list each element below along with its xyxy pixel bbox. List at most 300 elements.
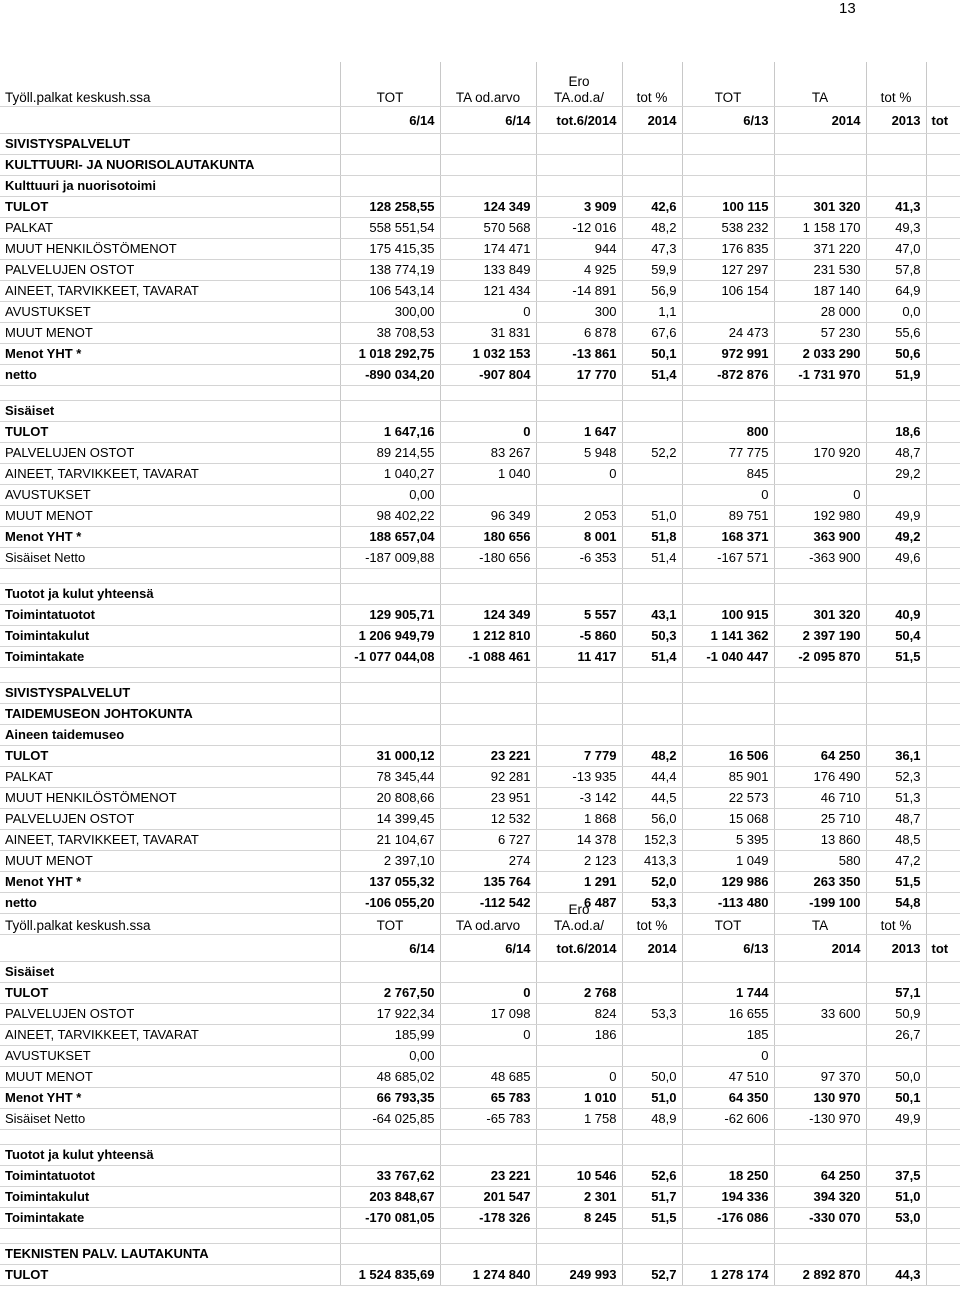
table-row: [0, 281, 960, 302]
row-value: 53,3: [622, 893, 682, 914]
spacer-row: [0, 1130, 960, 1145]
table-row: [0, 626, 960, 647]
row-value: 53,0: [866, 1208, 926, 1229]
row-value: 175 415,35: [340, 239, 440, 260]
row-value: 5 948: [536, 443, 622, 464]
row-value: 263 350: [774, 872, 866, 893]
table-row: [0, 872, 960, 893]
table-row: [0, 302, 960, 323]
row-value: 51,0: [866, 1187, 926, 1208]
row-value: 570 568: [440, 218, 536, 239]
row-value: -1 077 044,08: [340, 647, 440, 668]
row-value: -65 783: [440, 1109, 536, 1130]
empty-cell: [866, 1130, 926, 1145]
table-row: [0, 1187, 960, 1208]
empty-cell: [774, 704, 866, 725]
empty-cell: [536, 962, 622, 983]
row-value: [774, 1025, 866, 1046]
row-value: 48,9: [622, 1109, 682, 1130]
row-value: 300: [536, 302, 622, 323]
page-number: 13: [839, 0, 856, 17]
row-value: 15 068: [682, 809, 774, 830]
header-sub-col: tot.6/2014: [536, 107, 622, 134]
table-row: [0, 746, 960, 767]
table-row: [0, 1208, 960, 1229]
row-value: 1 018 292,75: [340, 344, 440, 365]
row-label: Toimintatuotot: [0, 605, 340, 626]
budget-table-1: [0, 62, 960, 914]
header-sub-col: tot: [926, 107, 960, 134]
row-value: 65 783: [440, 1088, 536, 1109]
row-value: 51,9: [866, 365, 926, 386]
row-value: 6 727: [440, 830, 536, 851]
row-value: 55,6: [866, 323, 926, 344]
row-value: -6 353: [536, 548, 622, 569]
empty-cell: [340, 134, 440, 155]
row-value: 1,1: [622, 302, 682, 323]
empty-cell: [682, 401, 774, 422]
table-row: [0, 1088, 960, 1109]
empty-cell: [340, 401, 440, 422]
row-value: [774, 464, 866, 485]
empty-cell: [866, 401, 926, 422]
empty-cell: [622, 704, 682, 725]
empty-cell: [926, 401, 960, 422]
empty-cell: [926, 1229, 960, 1244]
row-value: 23 221: [440, 746, 536, 767]
row-label: PALVELUJEN OSTOT: [0, 260, 340, 281]
empty-cell: [774, 584, 866, 605]
row-value: 16 506: [682, 746, 774, 767]
empty-cell: [0, 668, 340, 683]
row-value: 25 710: [774, 809, 866, 830]
row-value: 2 768: [536, 983, 622, 1004]
row-label: AINEET, TARVIKKEET, TAVARAT: [0, 464, 340, 485]
empty-cell: [622, 683, 682, 704]
row-value: -199 100: [774, 893, 866, 914]
empty-cell: [926, 809, 960, 830]
row-value: 2 033 290: [774, 344, 866, 365]
empty-cell: [926, 1265, 960, 1286]
empty-cell: [622, 401, 682, 422]
row-value: 23 951: [440, 788, 536, 809]
empty-cell: [926, 485, 960, 506]
table-row: [0, 830, 960, 851]
row-value: 580: [774, 851, 866, 872]
table-row: [0, 344, 960, 365]
row-value: 5 557: [536, 605, 622, 626]
row-value: 1 647: [536, 422, 622, 443]
row-value: 52,0: [622, 872, 682, 893]
empty-cell: [926, 746, 960, 767]
empty-cell: [536, 155, 622, 176]
table-row: [0, 485, 960, 506]
row-value: -14 891: [536, 281, 622, 302]
row-value: 845: [682, 464, 774, 485]
row-value: 54,8: [866, 893, 926, 914]
empty-cell: [926, 569, 960, 584]
empty-cell: [340, 569, 440, 584]
empty-cell: [774, 401, 866, 422]
row-value: [622, 1025, 682, 1046]
row-value: 0: [440, 1025, 536, 1046]
row-value: 800: [682, 422, 774, 443]
row-value: 78 345,44: [340, 767, 440, 788]
row-label: Toimintakate: [0, 1208, 340, 1229]
section-title-label: TEKNISTEN PALV. LAUTAKUNTA: [0, 1244, 340, 1265]
row-value: -106 055,20: [340, 893, 440, 914]
header-col: Ero TA.od.a/: [536, 62, 622, 107]
row-value: 50,1: [622, 344, 682, 365]
row-value: 0: [536, 464, 622, 485]
row-value: 1 206 949,79: [340, 626, 440, 647]
row-value: 1 274 840: [440, 1265, 536, 1286]
empty-cell: [440, 401, 536, 422]
row-value: 16 655: [682, 1004, 774, 1025]
row-label: MUUT MENOT: [0, 1067, 340, 1088]
empty-cell: [926, 197, 960, 218]
empty-cell: [866, 1145, 926, 1166]
header-sub-col: 2013: [866, 935, 926, 962]
section-title: [0, 683, 960, 704]
empty-cell: [622, 386, 682, 401]
empty-cell: [866, 668, 926, 683]
row-value: [774, 422, 866, 443]
row-value: 57 230: [774, 323, 866, 344]
header-sub-col: 6/14: [340, 107, 440, 134]
header-sub-col: 2014: [774, 107, 866, 134]
empty-cell: [926, 218, 960, 239]
row-value: [866, 485, 926, 506]
empty-cell: [926, 1109, 960, 1130]
row-value: -1 088 461: [440, 647, 536, 668]
spacer-row: [0, 668, 960, 683]
row-value: 51,5: [866, 647, 926, 668]
row-value: 28 000: [774, 302, 866, 323]
empty-cell: [926, 704, 960, 725]
header-sub-col: 6/13: [682, 935, 774, 962]
empty-cell: [926, 281, 960, 302]
unit-title-label: Kulttuuri ja nuorisotoimi: [0, 176, 340, 197]
row-value: [622, 464, 682, 485]
row-value: [622, 1046, 682, 1067]
empty-cell: [866, 134, 926, 155]
empty-cell: [536, 704, 622, 725]
row-value: 0: [682, 485, 774, 506]
row-value: 22 573: [682, 788, 774, 809]
empty-cell: [340, 155, 440, 176]
empty-cell: [926, 1166, 960, 1187]
header-col: TA: [774, 62, 866, 107]
row-value: 43,1: [622, 605, 682, 626]
section-title-label: SIVISTYSPALVELUT: [0, 683, 340, 704]
row-value: 50,9: [866, 1004, 926, 1025]
table-row: [0, 443, 960, 464]
row-value: 14 378: [536, 830, 622, 851]
row-value: 394 320: [774, 1187, 866, 1208]
board-title: [0, 155, 960, 176]
row-value: 1 212 810: [440, 626, 536, 647]
empty-cell: [622, 668, 682, 683]
row-value: 300,00: [340, 302, 440, 323]
empty-cell: [926, 626, 960, 647]
row-value: 231 530: [774, 260, 866, 281]
row-value: 47 510: [682, 1067, 774, 1088]
empty-cell: [0, 1130, 340, 1145]
row-label: PALKAT: [0, 767, 340, 788]
row-value: 24 473: [682, 323, 774, 344]
empty-cell: [774, 1244, 866, 1265]
table-row: [0, 767, 960, 788]
row-value: [682, 302, 774, 323]
row-value: 31 000,12: [340, 746, 440, 767]
empty-cell: [440, 1244, 536, 1265]
row-value: 2 123: [536, 851, 622, 872]
empty-cell: [926, 683, 960, 704]
row-value: 33 767,62: [340, 1166, 440, 1187]
empty-cell: [440, 569, 536, 584]
table-row: [0, 260, 960, 281]
row-value: 127 297: [682, 260, 774, 281]
row-value: 129 986: [682, 872, 774, 893]
empty-cell: [926, 62, 960, 107]
row-value: 50,4: [866, 626, 926, 647]
row-label: netto: [0, 365, 340, 386]
header-col: TA od.arvo: [440, 896, 536, 935]
row-value: 1 049: [682, 851, 774, 872]
empty-cell: [774, 134, 866, 155]
row-value: [622, 422, 682, 443]
row-label: Sisäiset Netto: [0, 1109, 340, 1130]
row-value: 0: [774, 485, 866, 506]
empty-cell: [0, 107, 340, 134]
row-value: -113 480: [682, 893, 774, 914]
row-value: 11 417: [536, 647, 622, 668]
table-row: [0, 851, 960, 872]
row-value: -130 970: [774, 1109, 866, 1130]
empty-cell: [926, 1130, 960, 1145]
unit-title-label: Aineen taidemuseo: [0, 725, 340, 746]
row-value: 1 141 362: [682, 626, 774, 647]
row-value: 49,2: [866, 527, 926, 548]
row-label: TULOT: [0, 197, 340, 218]
table-row: [0, 1004, 960, 1025]
row-value: 98 402,22: [340, 506, 440, 527]
row-value: 51,4: [622, 365, 682, 386]
row-value: 8 001: [536, 527, 622, 548]
empty-cell: [774, 1145, 866, 1166]
row-value: 49,6: [866, 548, 926, 569]
row-value: 51,4: [622, 548, 682, 569]
row-value: 1 040,27: [340, 464, 440, 485]
empty-cell: [340, 1130, 440, 1145]
empty-cell: [0, 1229, 340, 1244]
row-value: 53,3: [622, 1004, 682, 1025]
row-value: 89 214,55: [340, 443, 440, 464]
row-label: TULOT: [0, 746, 340, 767]
header-sub-row: [0, 935, 960, 962]
empty-cell: [440, 668, 536, 683]
row-value: 129 905,71: [340, 605, 440, 626]
totals-title-label: Tuotot ja kulut yhteensä: [0, 584, 340, 605]
header-col: tot %: [866, 896, 926, 935]
row-value: 56,0: [622, 809, 682, 830]
section-title: [0, 134, 960, 155]
row-value: 1 278 174: [682, 1265, 774, 1286]
table-row: [0, 506, 960, 527]
row-value: 52,2: [622, 443, 682, 464]
empty-cell: [536, 401, 622, 422]
row-value: 20 808,66: [340, 788, 440, 809]
empty-cell: [926, 896, 960, 935]
spacer-row: [0, 386, 960, 401]
row-value: 89 751: [682, 506, 774, 527]
row-value: 201 547: [440, 1187, 536, 1208]
header-title: Työll.palkat keskush.ssa: [0, 896, 340, 935]
row-value: 26,7: [866, 1025, 926, 1046]
row-value: 176 490: [774, 767, 866, 788]
row-value: -180 656: [440, 548, 536, 569]
row-label: AINEET, TARVIKKEET, TAVARAT: [0, 830, 340, 851]
empty-cell: [866, 683, 926, 704]
header-col: Ero TA.od.a/: [536, 896, 622, 935]
empty-cell: [926, 176, 960, 197]
row-label: AINEET, TARVIKKEET, TAVARAT: [0, 281, 340, 302]
header-col: tot %: [622, 896, 682, 935]
row-value: 18,6: [866, 422, 926, 443]
row-value: 538 232: [682, 218, 774, 239]
row-value: 52,6: [622, 1166, 682, 1187]
row-value: 52,3: [866, 767, 926, 788]
empty-cell: [682, 134, 774, 155]
empty-cell: [774, 386, 866, 401]
empty-cell: [926, 1004, 960, 1025]
header-sub-col: 2013: [866, 107, 926, 134]
row-value: 0: [536, 1067, 622, 1088]
row-value: -363 900: [774, 548, 866, 569]
row-value: 185: [682, 1025, 774, 1046]
empty-cell: [440, 584, 536, 605]
row-value: 138 774,19: [340, 260, 440, 281]
empty-cell: [682, 155, 774, 176]
empty-cell: [536, 725, 622, 746]
empty-cell: [622, 569, 682, 584]
row-value: 51,0: [622, 506, 682, 527]
row-label: AVUSTUKSET: [0, 302, 340, 323]
header-col: TOT: [682, 896, 774, 935]
row-value: -64 025,85: [340, 1109, 440, 1130]
empty-cell: [926, 584, 960, 605]
empty-cell: [926, 155, 960, 176]
row-value: 51,7: [622, 1187, 682, 1208]
empty-cell: [926, 527, 960, 548]
empty-cell: [926, 443, 960, 464]
row-value: 249 993: [536, 1265, 622, 1286]
row-value: 50,0: [866, 1067, 926, 1088]
row-value: -13 861: [536, 344, 622, 365]
budget-table-2: [0, 896, 960, 1286]
table-row: [0, 548, 960, 569]
row-label: AVUSTUKSET: [0, 485, 340, 506]
row-value: 52,7: [622, 1265, 682, 1286]
empty-cell: [622, 176, 682, 197]
row-value: 57,8: [866, 260, 926, 281]
empty-cell: [440, 386, 536, 401]
empty-cell: [440, 1145, 536, 1166]
empty-cell: [926, 1145, 960, 1166]
row-value: -187 009,88: [340, 548, 440, 569]
table-row: [0, 365, 960, 386]
row-value: 187 140: [774, 281, 866, 302]
header-col: TOT: [340, 896, 440, 935]
empty-cell: [536, 569, 622, 584]
row-value: 2 892 870: [774, 1265, 866, 1286]
table-row: [0, 788, 960, 809]
row-value: 176 835: [682, 239, 774, 260]
empty-cell: [340, 683, 440, 704]
row-label: Menot YHT *: [0, 872, 340, 893]
row-label: Toimintakate: [0, 647, 340, 668]
table-row: [0, 647, 960, 668]
row-value: 1 158 170: [774, 218, 866, 239]
row-value: 0: [682, 1046, 774, 1067]
empty-cell: [340, 386, 440, 401]
header-sub-col: 2014: [774, 935, 866, 962]
row-label: AVUSTUKSET: [0, 1046, 340, 1067]
row-label: Menot YHT *: [0, 1088, 340, 1109]
row-value: 4 925: [536, 260, 622, 281]
empty-cell: [340, 584, 440, 605]
empty-cell: [440, 683, 536, 704]
row-value: 33 600: [774, 1004, 866, 1025]
row-value: 106 543,14: [340, 281, 440, 302]
empty-cell: [536, 1244, 622, 1265]
row-value: -176 086: [682, 1208, 774, 1229]
row-value: 17 098: [440, 1004, 536, 1025]
row-value: -1 731 970: [774, 365, 866, 386]
empty-cell: [926, 464, 960, 485]
empty-cell: [926, 668, 960, 683]
empty-cell: [536, 386, 622, 401]
row-value: 168 371: [682, 527, 774, 548]
row-label: Toimintatuotot: [0, 1166, 340, 1187]
row-value: 59,9: [622, 260, 682, 281]
empty-cell: [926, 1046, 960, 1067]
unit-title: [0, 725, 960, 746]
empty-cell: [440, 134, 536, 155]
row-label: TULOT: [0, 1265, 340, 1286]
row-value: -872 876: [682, 365, 774, 386]
row-label: PALVELUJEN OSTOT: [0, 1004, 340, 1025]
row-value: 100 915: [682, 605, 774, 626]
empty-cell: [340, 1229, 440, 1244]
totals-title: [0, 1145, 960, 1166]
row-value: [622, 485, 682, 506]
table-row: [0, 605, 960, 626]
table-row: [0, 323, 960, 344]
row-value: 46 710: [774, 788, 866, 809]
row-value: [440, 1046, 536, 1067]
table-row: [0, 197, 960, 218]
row-value: 44,4: [622, 767, 682, 788]
row-label: PALVELUJEN OSTOT: [0, 443, 340, 464]
empty-cell: [622, 134, 682, 155]
empty-cell: [774, 683, 866, 704]
totals-title-label: Tuotot ja kulut yhteensä: [0, 1145, 340, 1166]
row-value: 36,1: [866, 746, 926, 767]
empty-cell: [340, 725, 440, 746]
empty-cell: [340, 1145, 440, 1166]
